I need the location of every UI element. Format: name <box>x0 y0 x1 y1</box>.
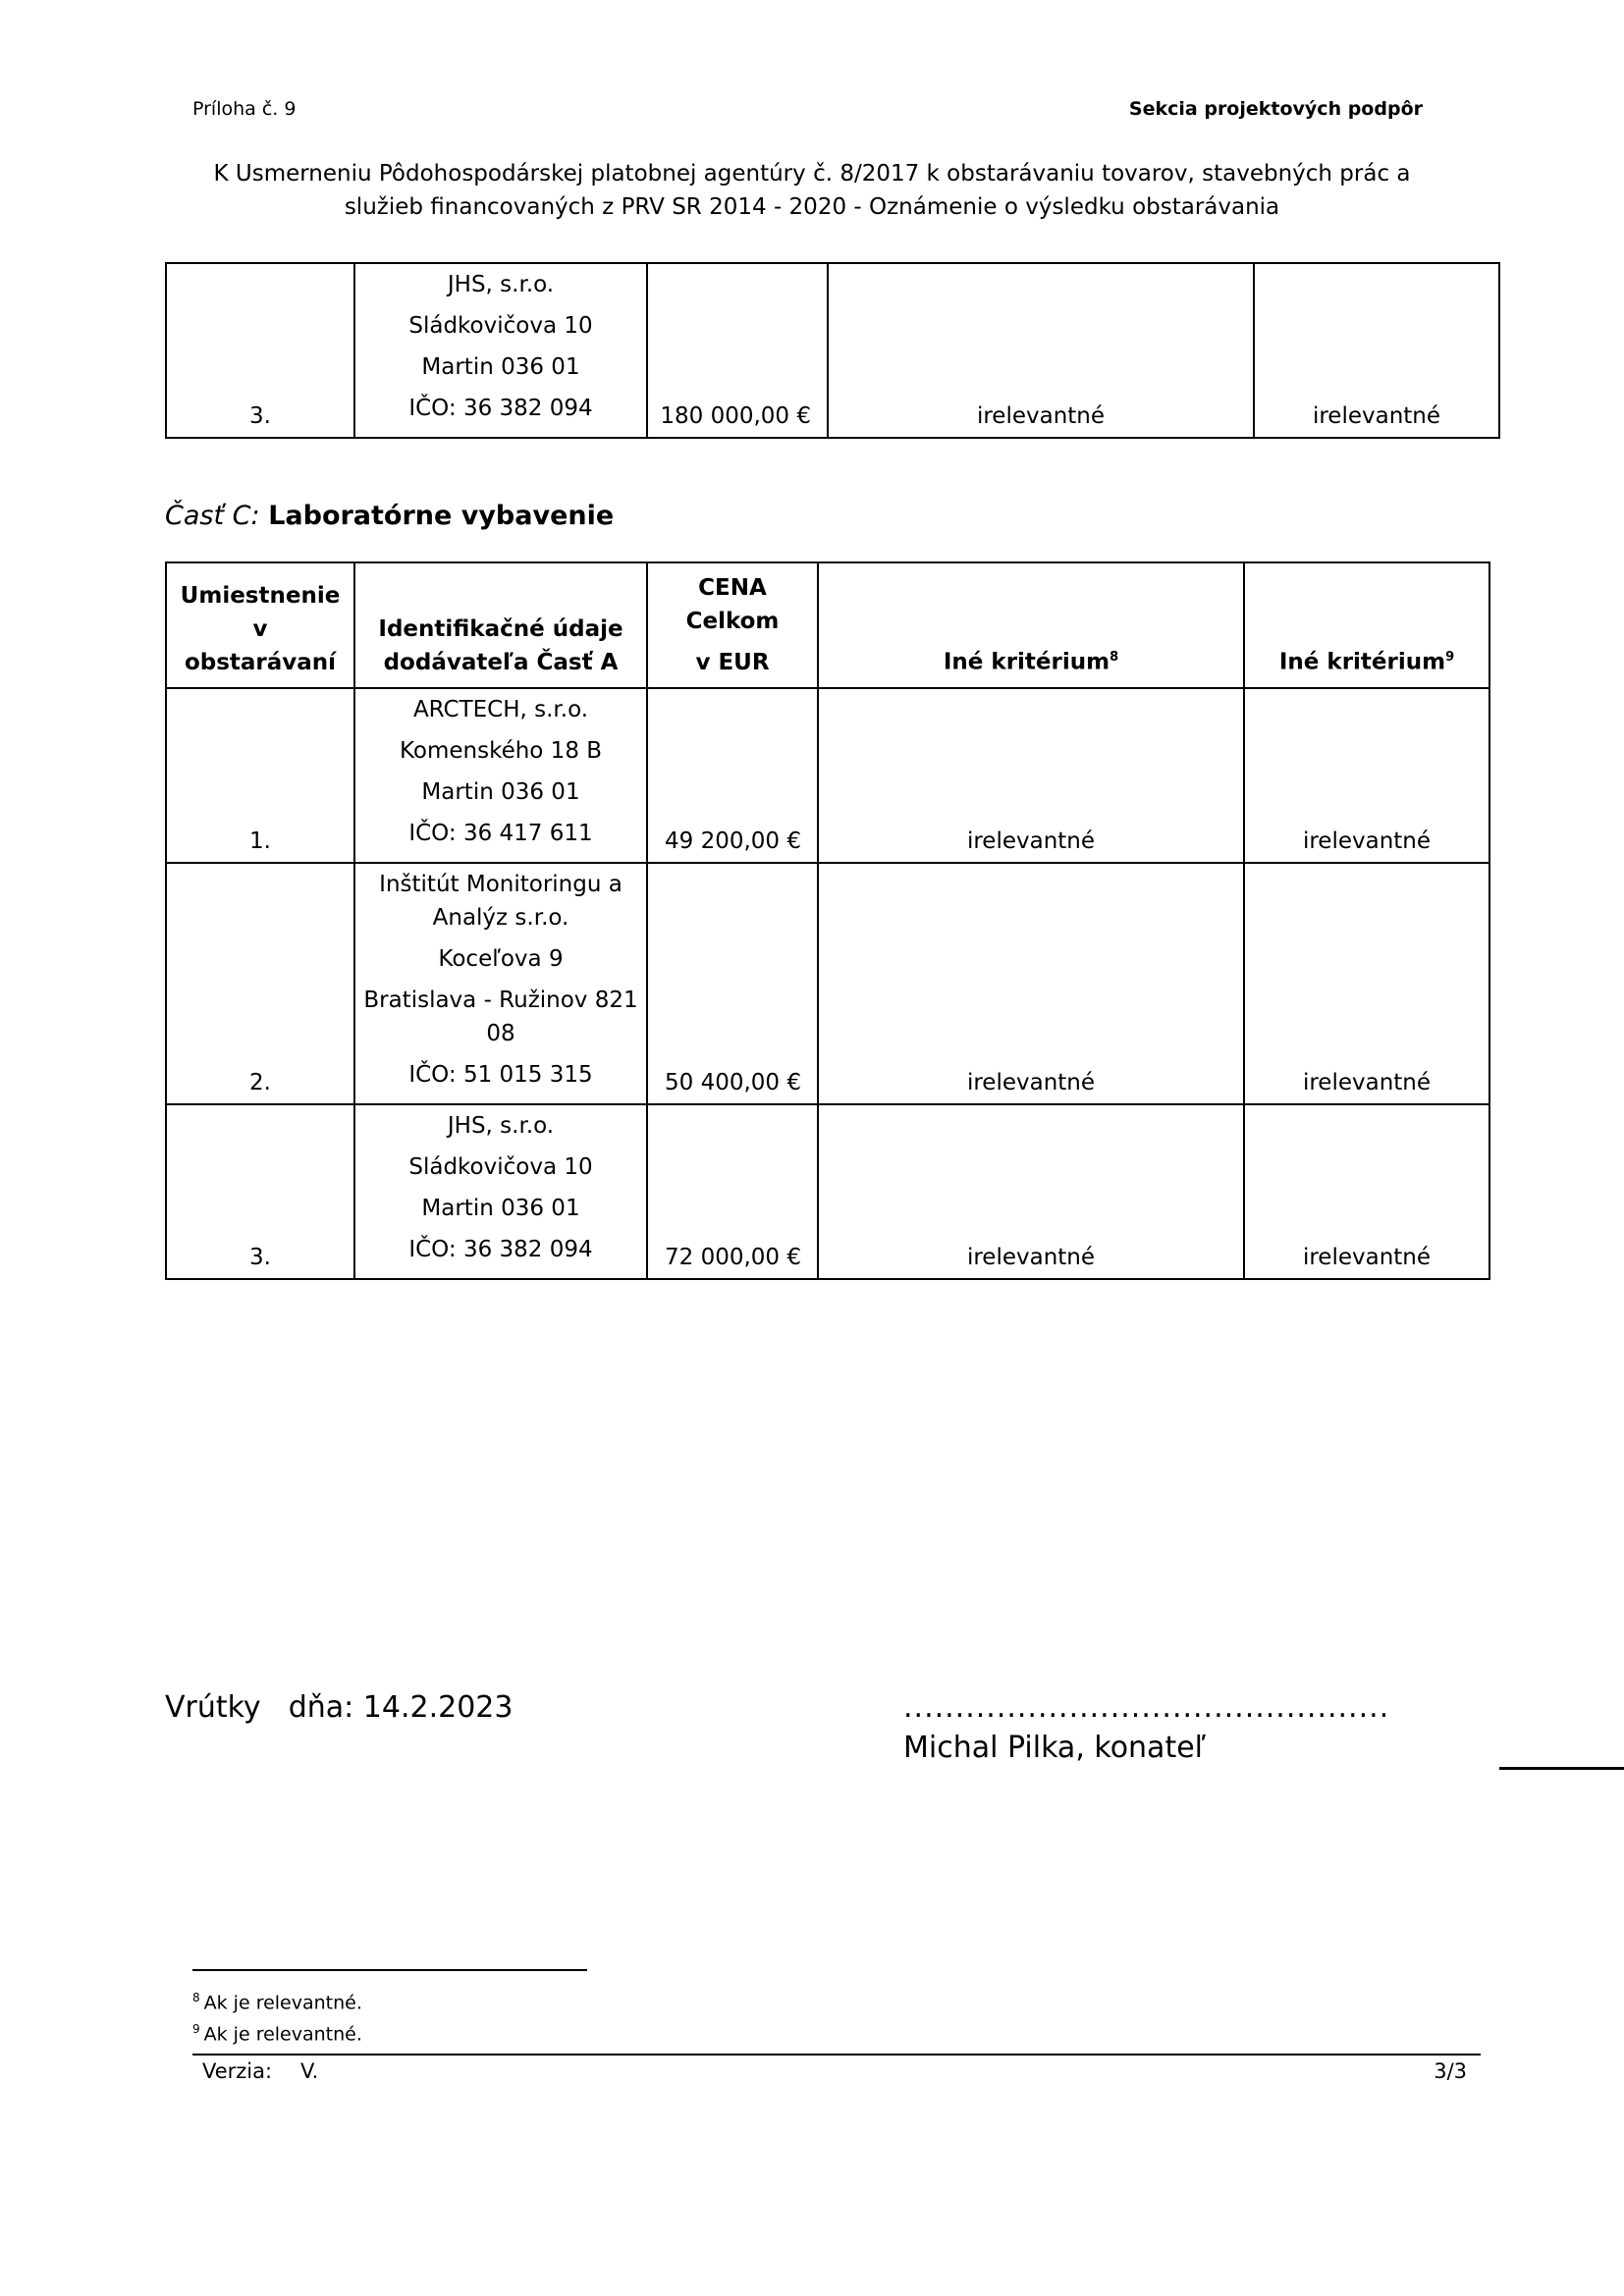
section-title: Laboratórne vybavenie <box>268 501 615 531</box>
criterion9-cell: irelevantné <box>1244 688 1489 863</box>
column-header-position: Umiestnenie v obstarávaní <box>166 562 354 688</box>
position-cell: 1. <box>166 688 354 863</box>
position-cell: 2. <box>166 863 354 1104</box>
section-label: Sekcia projektových podpôr <box>1128 98 1423 120</box>
date: dňa: 14.2.2023 <box>288 1690 514 1725</box>
supplier-line: ARCTECH, s.r.o. <box>412 697 589 722</box>
margin-rule <box>1499 1767 1624 1770</box>
column-header-criterion9: Iné kritérium$^9$ <box>1244 562 1489 688</box>
supplier-line: IČO: 36 382 094 <box>408 396 593 421</box>
signature-line: ............................................... <box>903 1690 1390 1725</box>
supplier-line: Martin 036 01 <box>421 1196 580 1221</box>
supplier-line: IČO: 36 382 094 <box>408 1237 593 1262</box>
section-heading <box>165 501 614 531</box>
section-prefix: Časť C: <box>165 501 260 531</box>
price-cell: 49 200,00 € <box>647 688 818 863</box>
signer-name: Michal Pilka, konateľ <box>903 1731 1206 1765</box>
criterion8-cell: irelevantné <box>818 1104 1244 1279</box>
version-label: Verzia: <box>202 2059 273 2083</box>
criterion9-cell: irelevantné <box>1244 1104 1489 1279</box>
supplier-line: Bratislava - Ružinov 821 08 <box>363 988 638 1046</box>
criterion9-cell: irelevantné <box>1254 263 1499 438</box>
supplier-line: Martin 036 01 <box>421 779 580 805</box>
column-header-criterion8: Iné kritérium$^8$ <box>818 562 1244 688</box>
version-info <box>202 2059 318 2083</box>
footnote: $^8$ Ak je relevantné. <box>192 1991 362 2014</box>
top-table <box>165 262 1500 439</box>
column-header-supplier: Identifikačné údaje dodávateľa Časť A <box>354 562 647 688</box>
version-value: V. <box>300 2059 319 2083</box>
table-row <box>166 863 1489 1104</box>
supplier-line: Koceľova 9 <box>438 946 564 972</box>
supplier-cell <box>354 688 647 863</box>
footnote-separator <box>192 1969 587 1971</box>
footer-rule <box>192 2054 1481 2056</box>
price-cell: 50 400,00 € <box>647 863 818 1104</box>
supplier-line: Komenského 18 B <box>399 738 603 764</box>
supplier-line: Inštitút Monitoringu a Analýz s.r.o. <box>379 872 623 931</box>
annex-label: Príloha č. 9 <box>192 98 297 120</box>
supplier-line: Sládkovičova 10 <box>408 313 593 339</box>
header-row <box>166 562 1489 688</box>
footnote: $^9$ Ak je relevantné. <box>192 2022 362 2046</box>
supplier-cell <box>354 263 647 438</box>
price-cell: 180 000,00 € <box>647 263 828 438</box>
supplier-line: JHS, s.r.o. <box>447 272 555 297</box>
place-date <box>165 1690 513 1725</box>
supplier-line: JHS, s.r.o. <box>447 1113 555 1139</box>
table-row <box>166 1104 1489 1279</box>
supplier-cell <box>354 863 647 1104</box>
position-cell: 3. <box>166 263 354 438</box>
supplier-line: IČO: 36 417 611 <box>408 821 593 846</box>
supplier-line: IČO: 51 015 315 <box>408 1062 593 1088</box>
table-row <box>166 688 1489 863</box>
criterion9-cell: irelevantné <box>1244 863 1489 1104</box>
subtitle-line-2: služieb financovaných z PRV SR 2014 - 2020 - Oznámenie o výsledku obstarávania <box>344 194 1280 220</box>
criterion8-cell: irelevantné <box>818 863 1244 1104</box>
place: Vrútky <box>165 1690 261 1725</box>
results-table <box>165 561 1490 1280</box>
criterion8-cell: irelevantné <box>828 263 1254 438</box>
supplier-line: Martin 036 01 <box>421 354 580 380</box>
supplier-cell <box>354 1104 647 1279</box>
position-cell: 3. <box>166 1104 354 1279</box>
subtitle-line-1: K Usmerneniu Pôdohospodárskej platobnej agentúry č. 8/2017 k obstarávaniu tovarov, stavebných prác a <box>213 161 1411 187</box>
column-header-price: CENA Celkom v EUR <box>647 562 818 688</box>
document-subtitle <box>0 157 1624 224</box>
criterion8-cell: irelevantné <box>818 688 1244 863</box>
page-number: 3/3 <box>1434 2059 1467 2083</box>
price-cell: 72 000,00 € <box>647 1104 818 1279</box>
supplier-line: Sládkovičova 10 <box>408 1154 593 1180</box>
table-row <box>166 263 1499 438</box>
